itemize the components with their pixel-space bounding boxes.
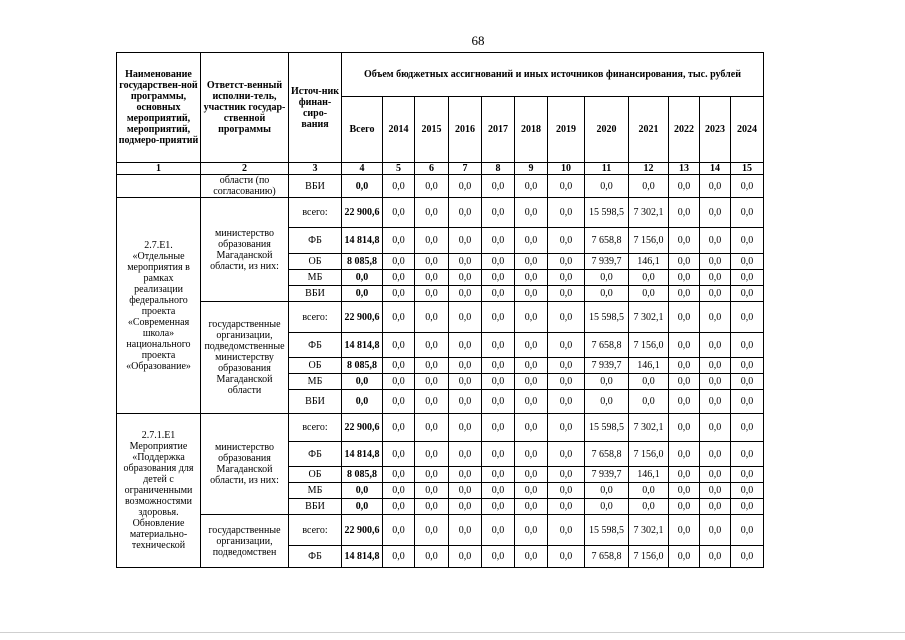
- year-value: 0,0: [482, 333, 515, 358]
- header-year: 2021: [629, 97, 669, 163]
- total-value: 8 085,8: [342, 254, 383, 270]
- year-value: 0,0: [731, 483, 764, 499]
- year-value: 0,0: [449, 414, 482, 442]
- year-value: 0,0: [482, 198, 515, 228]
- funding-source: ФБ: [289, 333, 342, 358]
- table-row: [117, 175, 764, 198]
- year-value: 0,0: [482, 414, 515, 442]
- header-year: 2016: [449, 97, 482, 163]
- year-value: 0,0: [585, 175, 629, 198]
- page-number: 68: [471, 33, 485, 48]
- year-value: 0,0: [482, 467, 515, 483]
- year-value: 0,0: [415, 198, 449, 228]
- year-value: 0,0: [515, 198, 548, 228]
- total-value: 0,0: [342, 270, 383, 286]
- year-value: 0,0: [731, 467, 764, 483]
- year-value: 0,0: [415, 515, 449, 546]
- year-value: 0,0: [449, 333, 482, 358]
- year-value: 0,0: [731, 414, 764, 442]
- year-value: 0,0: [482, 546, 515, 568]
- year-value: 0,0: [700, 270, 731, 286]
- funding-source: ВБИ: [289, 390, 342, 414]
- year-value: 0,0: [449, 254, 482, 270]
- year-value: 0,0: [449, 546, 482, 568]
- funding-source: МБ: [289, 374, 342, 390]
- year-value: 0,0: [669, 302, 700, 333]
- header-year: 2017: [482, 97, 515, 163]
- year-value: 0,0: [383, 483, 415, 499]
- year-value: 0,0: [700, 286, 731, 302]
- table-row: [117, 302, 764, 333]
- year-value: 0,0: [548, 175, 585, 198]
- year-value: 0,0: [482, 175, 515, 198]
- funding-source: всего:: [289, 198, 342, 228]
- year-value: 0,0: [449, 270, 482, 286]
- year-value: 0,0: [629, 374, 669, 390]
- year-value: 0,0: [548, 198, 585, 228]
- total-value: 22 900,6: [342, 515, 383, 546]
- header-responsible: Ответст-венный исполни-тель, участник государ-ственной программы: [201, 53, 289, 163]
- year-value: 0,0: [629, 175, 669, 198]
- year-value: 0,0: [700, 333, 731, 358]
- year-value: 0,0: [669, 467, 700, 483]
- year-value: 0,0: [482, 483, 515, 499]
- year-value: 0,0: [548, 286, 585, 302]
- year-value: 0,0: [669, 333, 700, 358]
- year-value: 0,0: [669, 270, 700, 286]
- year-value: 0,0: [731, 499, 764, 515]
- year-value: 0,0: [415, 442, 449, 467]
- year-value: 0,0: [482, 499, 515, 515]
- year-value: 146,1: [629, 254, 669, 270]
- year-value: 0,0: [585, 499, 629, 515]
- total-value: 22 900,6: [342, 414, 383, 442]
- year-value: 0,0: [449, 228, 482, 254]
- column-index: 4: [342, 163, 383, 175]
- funding-source: всего:: [289, 414, 342, 442]
- year-value: 0,0: [515, 175, 548, 198]
- year-value: 0,0: [669, 254, 700, 270]
- year-value: 0,0: [415, 302, 449, 333]
- year-value: 0,0: [482, 442, 515, 467]
- column-index: 9: [515, 163, 548, 175]
- year-value: 0,0: [383, 175, 415, 198]
- table-row: [117, 198, 764, 228]
- year-value: 0,0: [383, 358, 415, 374]
- year-value: 0,0: [669, 358, 700, 374]
- year-value: 0,0: [700, 515, 731, 546]
- year-value: 0,0: [548, 414, 585, 442]
- year-value: 0,0: [669, 442, 700, 467]
- year-value: 0,0: [731, 270, 764, 286]
- year-value: 7 156,0: [629, 228, 669, 254]
- year-value: 0,0: [669, 414, 700, 442]
- year-value: 0,0: [415, 175, 449, 198]
- year-value: 0,0: [449, 286, 482, 302]
- year-value: 0,0: [669, 546, 700, 568]
- funding-source: ОБ: [289, 467, 342, 483]
- header-total: Всего: [342, 97, 383, 163]
- column-index: 8: [482, 163, 515, 175]
- year-value: 0,0: [700, 499, 731, 515]
- year-value: 7 939,7: [585, 467, 629, 483]
- year-value: 0,0: [548, 390, 585, 414]
- year-value: 7 302,1: [629, 302, 669, 333]
- responsible-cell: государственные организации, подведомствен: [201, 515, 289, 568]
- year-value: 0,0: [548, 499, 585, 515]
- year-value: 0,0: [548, 374, 585, 390]
- year-value: 0,0: [449, 175, 482, 198]
- year-value: 0,0: [731, 302, 764, 333]
- year-value: 0,0: [585, 270, 629, 286]
- year-value: 0,0: [515, 546, 548, 568]
- year-value: 0,0: [415, 333, 449, 358]
- year-value: 0,0: [383, 333, 415, 358]
- year-value: 0,0: [731, 286, 764, 302]
- year-value: 0,0: [585, 286, 629, 302]
- column-index: 6: [415, 163, 449, 175]
- year-value: 0,0: [669, 483, 700, 499]
- year-value: 0,0: [731, 374, 764, 390]
- year-value: 0,0: [449, 442, 482, 467]
- total-value: 8 085,8: [342, 467, 383, 483]
- year-value: 0,0: [383, 467, 415, 483]
- year-value: 0,0: [383, 254, 415, 270]
- header-program-name: Наименование государствен-ной программы, основных мероприятий, мероприятий, подмеро-приятий: [117, 53, 201, 163]
- year-value: 0,0: [629, 390, 669, 414]
- year-value: 0,0: [383, 442, 415, 467]
- header-source: Источ-ник финан-сиро-вания: [289, 53, 342, 163]
- year-value: 0,0: [669, 515, 700, 546]
- year-value: 0,0: [482, 228, 515, 254]
- year-value: 0,0: [548, 270, 585, 286]
- year-value: 0,0: [669, 175, 700, 198]
- year-value: 0,0: [548, 546, 585, 568]
- year-value: 0,0: [515, 302, 548, 333]
- year-value: 0,0: [548, 333, 585, 358]
- funding-source: ОБ: [289, 358, 342, 374]
- year-value: 0,0: [415, 254, 449, 270]
- total-value: 22 900,6: [342, 302, 383, 333]
- column-index: 15: [731, 163, 764, 175]
- header-year: 2018: [515, 97, 548, 163]
- year-value: 7 939,7: [585, 254, 629, 270]
- year-value: 0,0: [515, 442, 548, 467]
- year-value: 0,0: [515, 467, 548, 483]
- year-value: 0,0: [731, 442, 764, 467]
- year-value: 0,0: [415, 270, 449, 286]
- funding-source: ОБ: [289, 254, 342, 270]
- year-value: 0,0: [415, 358, 449, 374]
- year-value: 0,0: [515, 390, 548, 414]
- total-value: 0,0: [342, 499, 383, 515]
- year-value: 0,0: [415, 483, 449, 499]
- year-value: 0,0: [449, 198, 482, 228]
- year-value: 7 302,1: [629, 198, 669, 228]
- year-value: 0,0: [731, 175, 764, 198]
- year-value: 0,0: [515, 228, 548, 254]
- year-value: 0,0: [731, 390, 764, 414]
- year-value: 7 658,8: [585, 228, 629, 254]
- year-value: 0,0: [482, 270, 515, 286]
- responsible-cell: области (по согласованию): [201, 175, 289, 198]
- year-value: 0,0: [731, 515, 764, 546]
- program-name-cell: [117, 175, 201, 198]
- year-value: 7 302,1: [629, 515, 669, 546]
- year-value: 0,0: [482, 374, 515, 390]
- year-value: 0,0: [515, 358, 548, 374]
- year-value: 0,0: [700, 467, 731, 483]
- total-value: 8 085,8: [342, 358, 383, 374]
- year-value: 7 156,0: [629, 546, 669, 568]
- column-index: 5: [383, 163, 415, 175]
- year-value: 0,0: [548, 442, 585, 467]
- funding-source: МБ: [289, 270, 342, 286]
- year-value: 0,0: [383, 390, 415, 414]
- year-value: 0,0: [548, 228, 585, 254]
- program-name-cell: 2.7.1.Е1 Мероприятие «Поддержка образования для детей с ограниченными возможностями здоровья. Обновление материально-технической: [117, 414, 201, 568]
- year-value: 0,0: [585, 374, 629, 390]
- year-value: 0,0: [383, 499, 415, 515]
- year-value: 146,1: [629, 467, 669, 483]
- year-value: 0,0: [515, 515, 548, 546]
- responsible-cell: государственные организации, подведомственные министерству образования Магаданской области: [201, 302, 289, 414]
- year-value: 15 598,5: [585, 515, 629, 546]
- year-value: 0,0: [482, 515, 515, 546]
- year-value: 0,0: [629, 483, 669, 499]
- year-value: 0,0: [449, 483, 482, 499]
- year-value: 0,0: [415, 374, 449, 390]
- year-value: 0,0: [629, 270, 669, 286]
- total-value: 14 814,8: [342, 333, 383, 358]
- year-value: 0,0: [383, 286, 415, 302]
- year-value: 0,0: [669, 286, 700, 302]
- year-value: 0,0: [515, 286, 548, 302]
- year-value: 0,0: [585, 390, 629, 414]
- year-value: 0,0: [515, 483, 548, 499]
- funding-source: ВБИ: [289, 286, 342, 302]
- total-value: 14 814,8: [342, 546, 383, 568]
- year-value: 0,0: [629, 286, 669, 302]
- funding-source: всего:: [289, 302, 342, 333]
- year-value: 0,0: [415, 546, 449, 568]
- year-value: 0,0: [415, 286, 449, 302]
- total-value: 0,0: [342, 286, 383, 302]
- year-value: 0,0: [383, 228, 415, 254]
- total-value: 0,0: [342, 374, 383, 390]
- year-value: 0,0: [415, 390, 449, 414]
- column-index: 14: [700, 163, 731, 175]
- funding-source: ФБ: [289, 442, 342, 467]
- year-value: 7 156,0: [629, 333, 669, 358]
- year-value: 7 658,8: [585, 333, 629, 358]
- year-value: 0,0: [515, 374, 548, 390]
- year-value: 0,0: [700, 374, 731, 390]
- year-value: 0,0: [731, 358, 764, 374]
- header-year: 2023: [700, 97, 731, 163]
- column-index: 3: [289, 163, 342, 175]
- year-value: 15 598,5: [585, 302, 629, 333]
- year-value: 0,0: [669, 390, 700, 414]
- funding-source: ВБИ: [289, 175, 342, 198]
- budget-table: [116, 52, 764, 568]
- year-value: 0,0: [700, 390, 731, 414]
- header-year: 2022: [669, 97, 700, 163]
- year-value: 0,0: [482, 286, 515, 302]
- year-value: 7 939,7: [585, 358, 629, 374]
- year-value: 0,0: [700, 483, 731, 499]
- year-value: 15 598,5: [585, 414, 629, 442]
- year-value: 0,0: [383, 270, 415, 286]
- year-value: 0,0: [669, 228, 700, 254]
- year-value: 0,0: [482, 358, 515, 374]
- column-index: 2: [201, 163, 289, 175]
- year-value: 0,0: [731, 228, 764, 254]
- year-value: 0,0: [515, 270, 548, 286]
- year-value: 0,0: [482, 390, 515, 414]
- year-value: 0,0: [731, 546, 764, 568]
- total-value: 14 814,8: [342, 228, 383, 254]
- year-value: 0,0: [482, 254, 515, 270]
- header-budget: Объем бюджетных ассигнований и иных источников финансирования, тыс. рублей: [342, 53, 764, 97]
- year-value: 0,0: [415, 467, 449, 483]
- year-value: 0,0: [700, 175, 731, 198]
- header-year: 2019: [548, 97, 585, 163]
- year-value: 0,0: [383, 198, 415, 228]
- year-value: 0,0: [669, 198, 700, 228]
- year-value: 15 598,5: [585, 198, 629, 228]
- funding-source: всего:: [289, 515, 342, 546]
- funding-source: МБ: [289, 483, 342, 499]
- funding-source: ФБ: [289, 228, 342, 254]
- year-value: 0,0: [548, 302, 585, 333]
- funding-source: ВБИ: [289, 499, 342, 515]
- year-value: 0,0: [449, 358, 482, 374]
- column-index: 12: [629, 163, 669, 175]
- year-value: 0,0: [700, 358, 731, 374]
- year-value: 0,0: [515, 254, 548, 270]
- year-value: 0,0: [669, 374, 700, 390]
- year-value: 146,1: [629, 358, 669, 374]
- year-value: 0,0: [415, 414, 449, 442]
- header-year: 2024: [731, 97, 764, 163]
- year-value: 0,0: [731, 333, 764, 358]
- column-index: 7: [449, 163, 482, 175]
- year-value: 0,0: [383, 302, 415, 333]
- year-value: 0,0: [700, 414, 731, 442]
- responsible-cell: министерство образования Магаданской области, из них:: [201, 198, 289, 302]
- year-value: 0,0: [548, 483, 585, 499]
- total-value: 14 814,8: [342, 442, 383, 467]
- table-row: [117, 515, 764, 546]
- year-value: 0,0: [383, 515, 415, 546]
- year-value: 0,0: [700, 302, 731, 333]
- header-year: 2015: [415, 97, 449, 163]
- year-value: 0,0: [415, 499, 449, 515]
- year-value: 0,0: [383, 414, 415, 442]
- program-name-cell: 2.7.Е1. «Отдельные мероприятия в рамках реализации федерального проекта «Современная школа» национального проекта «Образование»: [117, 198, 201, 414]
- responsible-cell: министерство образования Магаданской области, из них:: [201, 414, 289, 515]
- total-value: 0,0: [342, 175, 383, 198]
- year-value: 0,0: [515, 499, 548, 515]
- year-value: 0,0: [449, 374, 482, 390]
- year-value: 0,0: [548, 358, 585, 374]
- year-value: 0,0: [449, 302, 482, 333]
- year-value: 0,0: [731, 254, 764, 270]
- year-value: 0,0: [700, 254, 731, 270]
- year-value: 0,0: [515, 333, 548, 358]
- page-bottom-edge: [0, 632, 905, 633]
- year-value: 0,0: [383, 546, 415, 568]
- year-value: 0,0: [548, 467, 585, 483]
- header-year: 2020: [585, 97, 629, 163]
- year-value: 0,0: [585, 483, 629, 499]
- year-value: 0,0: [449, 390, 482, 414]
- funding-source: ФБ: [289, 546, 342, 568]
- year-value: 0,0: [548, 254, 585, 270]
- year-value: 0,0: [449, 499, 482, 515]
- year-value: 7 658,8: [585, 546, 629, 568]
- year-value: 0,0: [700, 546, 731, 568]
- year-value: 7 658,8: [585, 442, 629, 467]
- year-value: 0,0: [669, 499, 700, 515]
- year-value: 0,0: [383, 374, 415, 390]
- total-value: 0,0: [342, 390, 383, 414]
- year-value: 7 302,1: [629, 414, 669, 442]
- header-year: 2014: [383, 97, 415, 163]
- year-value: 0,0: [629, 499, 669, 515]
- year-value: 0,0: [731, 198, 764, 228]
- total-value: 22 900,6: [342, 198, 383, 228]
- column-index: 10: [548, 163, 585, 175]
- year-value: 0,0: [515, 414, 548, 442]
- year-value: 7 156,0: [629, 442, 669, 467]
- year-value: 0,0: [449, 515, 482, 546]
- year-value: 0,0: [700, 442, 731, 467]
- year-value: 0,0: [449, 467, 482, 483]
- column-index: 1: [117, 163, 201, 175]
- year-value: 0,0: [700, 228, 731, 254]
- column-index: 13: [669, 163, 700, 175]
- column-index: 11: [585, 163, 629, 175]
- table-row: [117, 414, 764, 442]
- year-value: 0,0: [482, 302, 515, 333]
- year-value: 0,0: [548, 515, 585, 546]
- year-value: 0,0: [415, 228, 449, 254]
- total-value: 0,0: [342, 483, 383, 499]
- year-value: 0,0: [700, 198, 731, 228]
